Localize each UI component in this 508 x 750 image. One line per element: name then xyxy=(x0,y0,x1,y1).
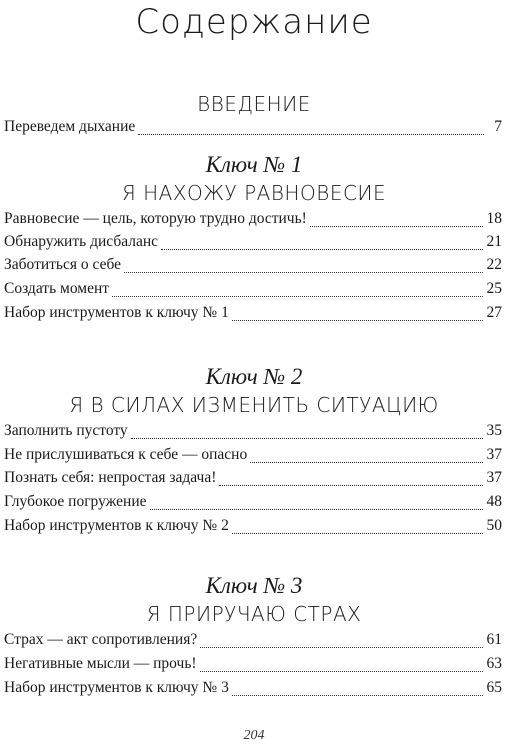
toc-entry-title: Набор инструментов к ключу № 2 xyxy=(4,517,229,534)
toc-entry[interactable] xyxy=(4,469,502,491)
toc-entry-title: Заполнить пустоту xyxy=(4,422,128,439)
toc-entry-page: 50 xyxy=(486,517,502,534)
toc-entry-title: Набор инструментов к ключу № 1 xyxy=(4,304,229,321)
leader-dots xyxy=(138,134,484,135)
toc-entry-page: 21 xyxy=(486,233,502,250)
leader-dots xyxy=(232,320,483,321)
toc-entry-title: Страх — акт сопротивления? xyxy=(4,631,198,648)
leader-dots xyxy=(310,226,483,227)
toc-entry[interactable] xyxy=(4,493,502,515)
toc-entry[interactable] xyxy=(4,210,502,232)
toc-entry-page: 18 xyxy=(486,210,502,227)
leader-dots xyxy=(200,647,482,648)
page-title: Содержание xyxy=(135,2,373,42)
toc-entry-page: 37 xyxy=(486,446,502,463)
toc-entry-page: 25 xyxy=(486,280,502,297)
toc-entry-page: 7 xyxy=(494,118,502,135)
toc-entry-title: Познать себя: непростая задача! xyxy=(4,469,217,486)
intro-heading: ВВЕДЕНИЕ xyxy=(197,92,311,116)
key-1-subtitle: Я НАХОЖУ РАВНОВЕСИЕ xyxy=(121,181,387,205)
leader-dots xyxy=(219,485,482,486)
toc-entry-page: 35 xyxy=(486,422,502,439)
leader-dots xyxy=(124,272,482,273)
toc-entry[interactable] xyxy=(4,446,502,468)
leader-dots xyxy=(112,296,482,297)
toc-entry[interactable] xyxy=(4,679,502,701)
toc-entry-title: Переведем дыхание xyxy=(4,118,136,135)
toc-entry-title: Глубокое погружение xyxy=(4,493,147,510)
toc-entry[interactable] xyxy=(4,631,502,653)
toc-entry-title: Негативные мысли — прочь! xyxy=(4,655,197,672)
leader-dots xyxy=(131,438,483,439)
toc-entry[interactable] xyxy=(4,118,502,140)
toc-entry-title: Обнаружить дисбаланс xyxy=(4,233,159,250)
leader-dots xyxy=(232,695,483,696)
key-3-subtitle: Я ПРИРУЧАЮ СТРАХ xyxy=(146,602,362,626)
toc-entry-page: 48 xyxy=(486,493,502,510)
toc-entry-title: Создать момент xyxy=(4,280,110,297)
toc-entry-page: 65 xyxy=(486,679,502,696)
toc-entry-page: 37 xyxy=(486,469,502,486)
page-number: 204 xyxy=(243,728,265,743)
key-2-title: Ключ № 2 xyxy=(205,364,303,389)
leader-dots xyxy=(161,249,482,250)
toc-entry-page: 61 xyxy=(486,631,502,648)
key-2-subtitle: Я В СИЛАХ ИЗМЕНИТЬ СИТУАЦИЮ xyxy=(69,393,439,417)
toc-entry-title: Равновесие — цель, которую трудно достичь! xyxy=(4,210,307,227)
toc-entry[interactable] xyxy=(4,655,502,677)
toc-entry-page: 22 xyxy=(486,256,502,273)
key-1-title: Ключ № 1 xyxy=(205,152,303,177)
toc-entry[interactable] xyxy=(4,233,502,255)
leader-dots xyxy=(200,671,483,672)
toc-entry-title: Заботиться о себе xyxy=(4,256,122,273)
toc-entry[interactable] xyxy=(4,256,502,278)
toc-entry[interactable] xyxy=(4,304,502,326)
toc-entry[interactable] xyxy=(4,422,502,444)
leader-dots xyxy=(150,509,483,510)
key-3-title: Ключ № 3 xyxy=(205,573,303,598)
toc-entry[interactable] xyxy=(4,280,502,302)
toc-entry-title: Набор инструментов к ключу № 3 xyxy=(4,679,229,696)
leader-dots xyxy=(250,462,482,463)
leader-dots xyxy=(232,533,483,534)
toc-entry[interactable] xyxy=(4,517,502,539)
toc-entry-page: 63 xyxy=(486,655,502,672)
toc-entry-page: 27 xyxy=(486,304,502,321)
toc-entry-title: Не прислушиваться к себе — опасно xyxy=(4,446,248,463)
